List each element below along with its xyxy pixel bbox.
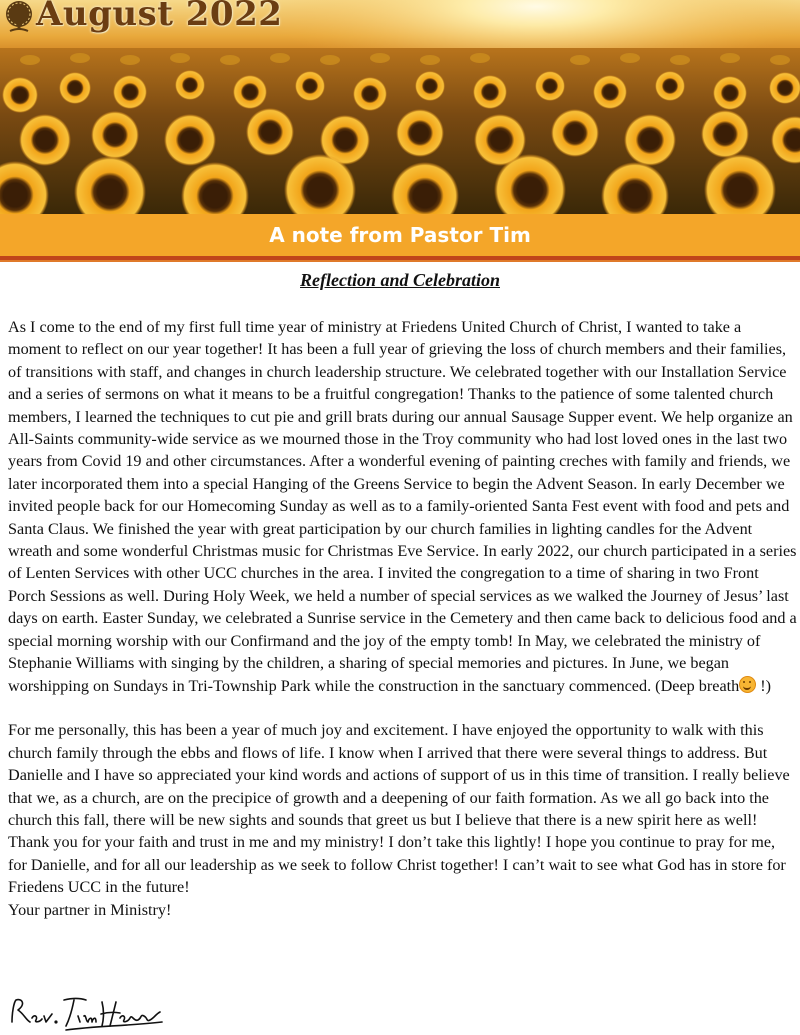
sunflower-banner [0,0,800,214]
closing-line: Your partner in Ministry! [8,900,172,919]
smiley-icon [739,676,756,693]
note-heading: A note from Pastor Tim [269,223,531,247]
signature [6,992,166,1032]
article-subtitle: Reflection and Celebration [300,270,500,290]
paragraph-personal: For me personally, this has been a year of much joy and excitement. I have enjoyed the opportunity to walk with this church family through the ebbs and flows of life. I know when I arrived that there were several things to address. But Danielle and I have so appreciated your kind words and actions of support of us in this time of transition. I really believe that we, as a church, are on the precipice of growth and a deepening of our faith formation. As we all go back into the church this fall, there will be new sights and sounds that greet us but I believe that there is a new spirit here as well! Thank you for your faith and trust in me and my ministry! I don’t take this lightly! I hope you continue to pray for me, for Danielle, and for all our leadership as we seek to follow Christ together! I can’t wait to see what God has in store for Friedens UCC in the future! [8,721,790,897]
paragraph-reflection [8,316,798,697]
article-body [8,316,798,921]
tree-icon [2,0,36,34]
heading-divider-accent [0,260,800,262]
paragraph-reflection-text: As I come to the end of my first full time year of ministry at Friedens United Church of Christ, I wanted to take a moment to reflect on our year together! It has been a full year of grieving the loss of church members and their families, of transitions with staff, and changes in church leadership structure. We celebrated together with our Installation Service and a series of sermons on what it means to be a fruitful congregation! Thanks to the patience of some talented church members, I learned the techniques to cut pie and grill brats during our annual Sausage Supper event. We help organize an All-Saints community-wide service as we mourned those in the Troy community who had lost loved ones in the last two years from Covid 19 and other circumstances. After a wonderful evening of painting creches with family and friends, we later incorporated them into a special Hanging of the Greens Service to begin the Advent Season. In early December we invited people back for our Homecoming Sunday as well as to a family-oriented Santa Fest event with food and pets and Santa Claus. We finished the year with great participation by our church families in lighting candles for the Advent wreath and some wonderful Christmas music for Christmas Eve Service. In early 2022, our church participated in a series of Lenten Services with other UCC churches in the area. I invited the congregation to a time of sharing in two Front Porch Sessions as well. During Holy Week, we held a number of special services as we walked the Journey of Jesus’ last days on earth. Easter Sunday, we celebrated a Sunrise service in the Cemetery and then came back to delicious food and a special morning worship with our Confirmand and the joy of the empty tomb! In May, we celebrated the ministry of Stephanie Williams with singing by the children, a sharing of special memories and pictures. In June, we began worshipping on Sundays in Tri-Township Park while the construction in the sanctuary commenced. (Deep breath [8,318,797,695]
newsletter-month-title: August 2022 [36,0,283,34]
note-heading-bar [0,214,800,256]
paragraph-reflection-end: !) [756,676,772,695]
